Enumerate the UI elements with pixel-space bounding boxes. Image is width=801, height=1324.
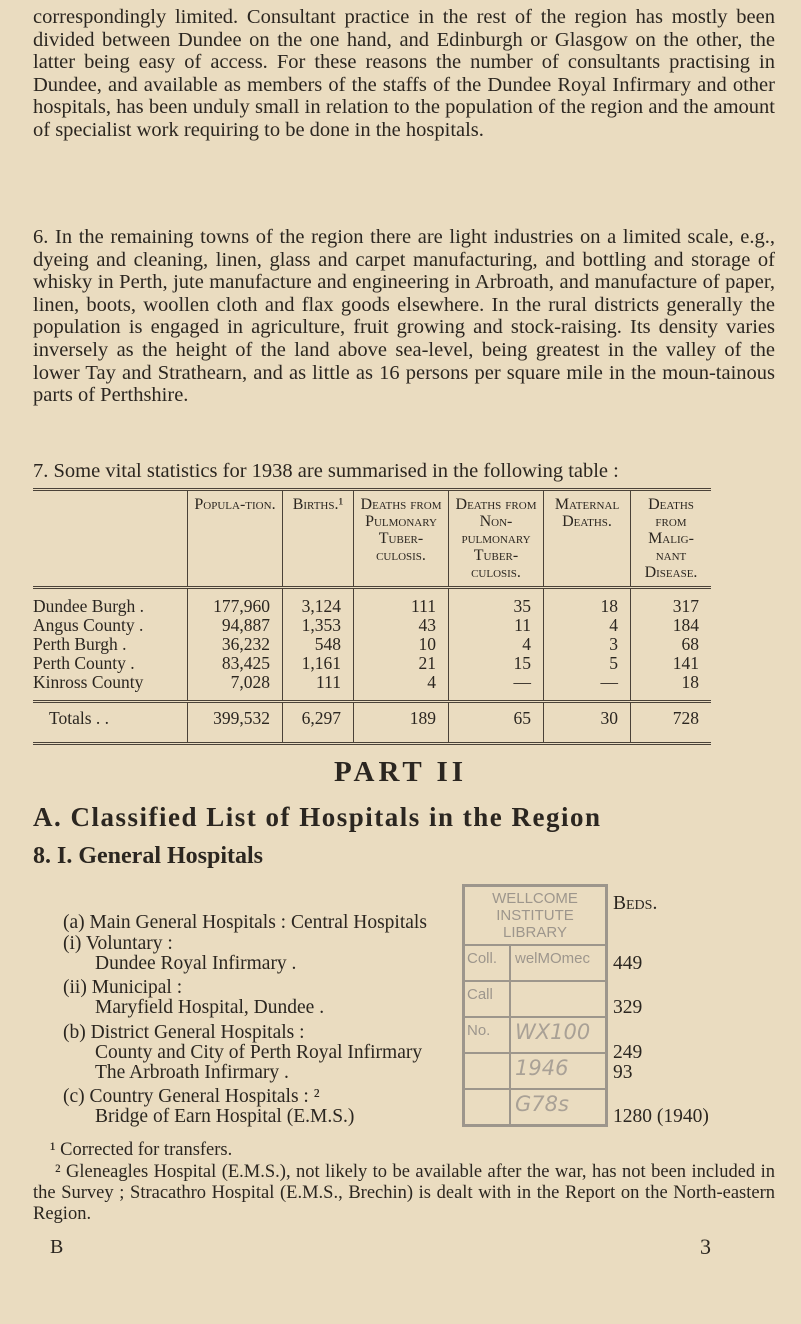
header-malignant-disease: Deaths from Malig-nant Disease. bbox=[631, 490, 712, 588]
cell: 43 bbox=[354, 616, 449, 635]
paragraph-5-continued bbox=[33, 6, 775, 142]
stamp-call-label: Call bbox=[465, 982, 511, 1016]
section-heading: A. Classified List of Hospitals in the Region bbox=[33, 802, 602, 832]
cell: 4 bbox=[449, 635, 544, 654]
part-heading: PART II bbox=[333, 756, 468, 788]
main-general-heading: (a) Main General Hospitals : Central Hospitals bbox=[63, 912, 427, 933]
cell: 18 bbox=[631, 673, 712, 702]
header-area bbox=[33, 490, 188, 588]
hospital-name: County and City of Perth Royal Infirmary bbox=[95, 1042, 423, 1063]
signature-mark: B bbox=[50, 1236, 64, 1258]
library-stamp bbox=[462, 884, 608, 1127]
bed-count: 1280 (1940) bbox=[613, 1106, 709, 1127]
table-row bbox=[33, 588, 711, 617]
cell: Totals . . bbox=[49, 708, 110, 728]
cell: 65 bbox=[449, 702, 544, 744]
cell: 36,232 bbox=[188, 635, 283, 654]
cell: 189 bbox=[354, 702, 449, 744]
cell: 4 bbox=[544, 616, 631, 635]
cell: 1,353 bbox=[283, 616, 354, 635]
paragraph-text: 6. In the remaining towns of the region there are light industries on a limited scale, e.g., dyeing and cleaning, linen, glass and carpet manufacturing, and bottling and storage of whisky in Perth, jute manufacture and engineering in Arbroath, and manufacture of paper, linen, boots, woollen cloth and flax goods elsewhere. In the rural districts generally the population is engaged in agriculture, fruit growing and stock-raising. Its density varies inversely as the height of the land above sea-level, being greatest in the valley of the lower Tay and Strathearn, and as little as 16 persons per square mile in the moun-tainous parts of Perthshire. bbox=[33, 226, 775, 407]
bed-count: 249 bbox=[613, 1042, 643, 1063]
cell: 68 bbox=[631, 635, 712, 654]
paragraph-text: 7. Some vital statistics for 1938 are summarised in the following table : bbox=[33, 460, 619, 482]
table-row bbox=[33, 654, 711, 673]
stamp-handwritten: WX100 bbox=[515, 1020, 591, 1044]
footnote-2: ² Gleneagles Hospital (E.M.S.), not likely to be available after the war, has not been included in the Survey ; Stracathro Hospital (E.M.S., Brechin) is dealt with in the Report on the North-eastern Region. bbox=[33, 1162, 775, 1224]
cell: 141 bbox=[631, 654, 712, 673]
bed-count: 329 bbox=[613, 997, 643, 1018]
cell: 7,028 bbox=[188, 673, 283, 702]
stamp-title: WELLCOME INSTITUTE LIBRARY bbox=[465, 887, 605, 946]
hospital-name: Bridge of Earn Hospital (E.M.S.) bbox=[95, 1106, 355, 1127]
hospital-name: Dundee Royal Infirmary . bbox=[95, 953, 297, 974]
cell: 11 bbox=[449, 616, 544, 635]
stamp-coll-value: welMOmec bbox=[515, 950, 591, 967]
cell: 3,124 bbox=[283, 588, 354, 617]
voluntary-heading: (i) Voluntary : bbox=[63, 933, 173, 954]
hospital-name: Maryfield Hospital, Dundee . bbox=[95, 997, 325, 1018]
cell: 1,161 bbox=[283, 654, 354, 673]
hospital-name: The Arbroath Infirmary . bbox=[95, 1062, 289, 1083]
header-births: Births.¹ bbox=[283, 490, 354, 588]
paragraph-text: correspondingly limited. Consultant practice in the rest of the region has mostly been divided between Dundee on the one hand, and Edinburgh or Glasgow on the other, the latter being easy of access. For these reasons the number of consultants practising in Dundee, and available as members of the staffs of the Dundee Royal Infirmary and other hospitals, has been unduly small in relation to the population of the region and the amount of specialist work requiring to be done in the hospitals. bbox=[33, 6, 775, 141]
district-general-heading: (b) District General Hospitals : bbox=[63, 1022, 305, 1043]
table-row bbox=[33, 635, 711, 654]
header-non-pulmonary-tb: Deaths from Non-pulmonary Tuber-culosis. bbox=[449, 490, 544, 588]
header-maternal-deaths: Maternal Deaths. bbox=[544, 490, 631, 588]
cell: 728 bbox=[631, 702, 712, 744]
cell: 399,532 bbox=[188, 702, 283, 744]
cell: 83,425 bbox=[188, 654, 283, 673]
cell: 21 bbox=[354, 654, 449, 673]
vital-statistics-table bbox=[33, 488, 711, 745]
cell: 18 bbox=[544, 588, 631, 617]
cell: — bbox=[544, 673, 631, 702]
cell: 10 bbox=[354, 635, 449, 654]
cell: 94,887 bbox=[188, 616, 283, 635]
general-hospitals-title: 8. I. General Hospitals bbox=[33, 843, 264, 869]
header-population: Popula-tion. bbox=[188, 490, 283, 588]
cell: 177,960 bbox=[188, 588, 283, 617]
cell: Angus County . bbox=[33, 615, 144, 635]
header-pulmonary-tb: Deaths from Pulmonary Tuber-culosis. bbox=[354, 490, 449, 588]
cell: Kinross County bbox=[33, 672, 144, 692]
bed-count: 93 bbox=[613, 1062, 633, 1083]
bed-count: 449 bbox=[613, 953, 643, 974]
stamp-handwritten: 1946 bbox=[515, 1056, 569, 1080]
cell: 6,297 bbox=[283, 702, 354, 744]
table-row bbox=[33, 616, 711, 635]
totals-row bbox=[33, 702, 711, 744]
cell: 4 bbox=[354, 673, 449, 702]
beds-label: Beds. bbox=[613, 893, 658, 914]
cell: 15 bbox=[449, 654, 544, 673]
cell: 548 bbox=[283, 635, 354, 654]
cell: 184 bbox=[631, 616, 712, 635]
cell: 5 bbox=[544, 654, 631, 673]
stamp-handwritten: G78s bbox=[515, 1092, 569, 1116]
cell: 111 bbox=[354, 588, 449, 617]
cell: 317 bbox=[631, 588, 712, 617]
stamp-coll-label: Coll. bbox=[465, 946, 511, 980]
paragraph-7 bbox=[33, 460, 775, 483]
stamp-no-label: No. bbox=[465, 1018, 511, 1052]
cell: 30 bbox=[544, 702, 631, 744]
cell: 111 bbox=[283, 673, 354, 702]
cell: 3 bbox=[544, 635, 631, 654]
footnote-1: ¹ Corrected for transfers. bbox=[50, 1140, 233, 1160]
municipal-heading: (ii) Municipal : bbox=[63, 977, 183, 998]
table-row bbox=[33, 673, 711, 702]
page-number: 3 bbox=[700, 1234, 711, 1259]
paragraph-6 bbox=[33, 226, 775, 407]
cell: Perth County . bbox=[33, 653, 135, 673]
table-header-row bbox=[33, 490, 711, 588]
cell: Dundee Burgh . bbox=[33, 596, 144, 616]
country-general-heading: (c) Country General Hospitals : ² bbox=[63, 1086, 320, 1107]
cell: — bbox=[449, 673, 544, 702]
cell: Perth Burgh . bbox=[33, 634, 127, 654]
cell: 35 bbox=[449, 588, 544, 617]
